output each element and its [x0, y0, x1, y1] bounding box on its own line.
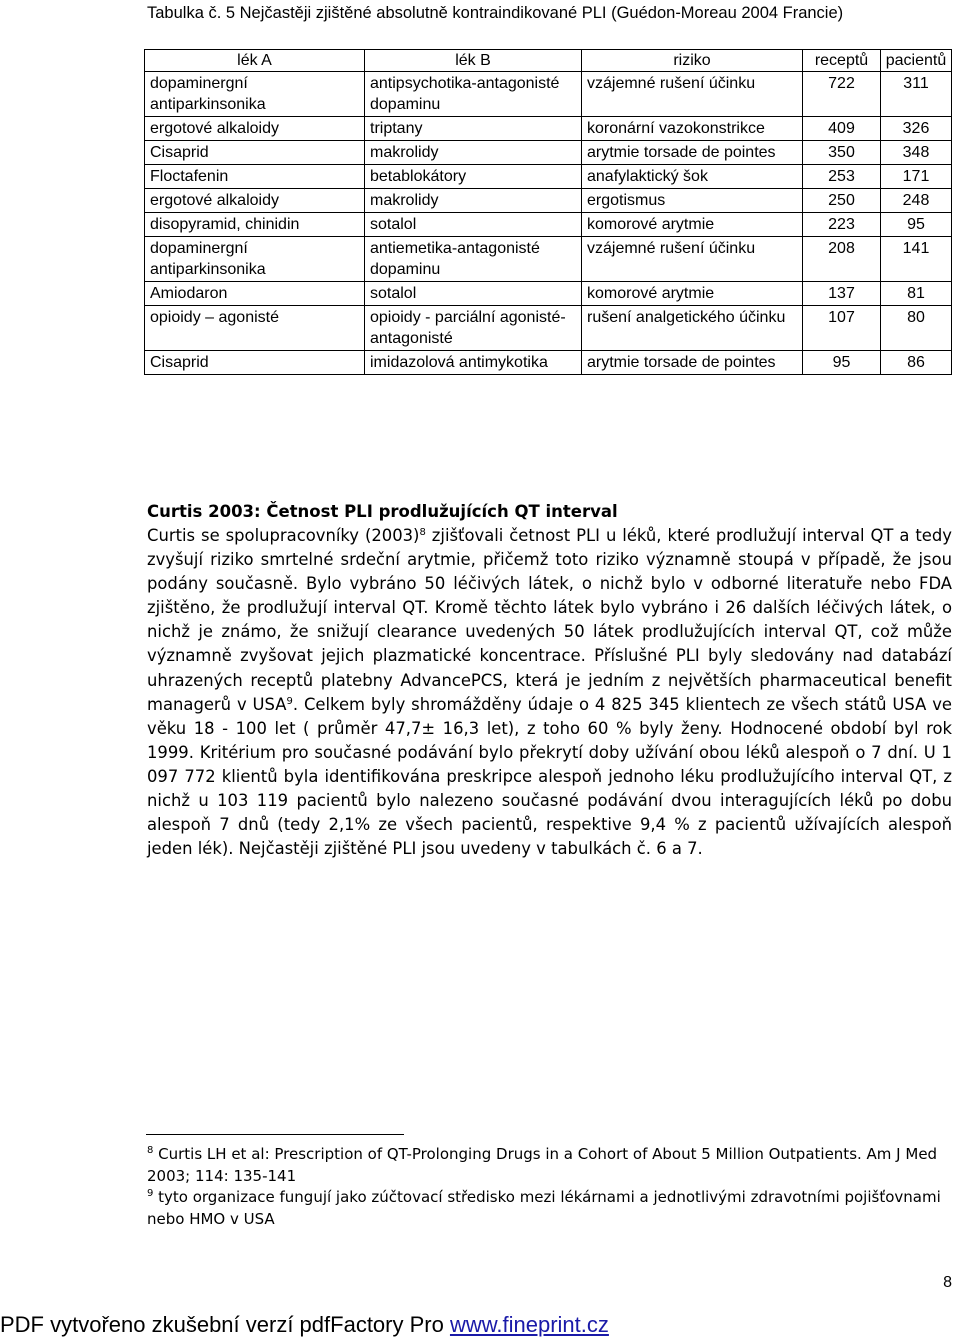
receptu-cell: 409: [803, 117, 881, 141]
lek-b-cell: opioidy - parciální agonisté-antagonisté: [365, 306, 582, 351]
riziko-cell: anafylaktický šok: [582, 165, 803, 189]
pacientu-cell: 171: [881, 165, 952, 189]
riziko-cell: arytmie torsade de pointes: [582, 141, 803, 165]
riziko-cell: rušení analgetického účinku: [582, 306, 803, 351]
riziko-cell: koronární vazokonstrikce: [582, 117, 803, 141]
lek-a-cell: Cisaprid: [145, 141, 365, 165]
footnote-mark: 8: [147, 1145, 154, 1156]
table-row: [145, 282, 952, 306]
table-body: [145, 72, 952, 375]
lek-b-cell: sotalol: [365, 282, 582, 306]
receptu-cell: 107: [803, 306, 881, 351]
pdf-footer: [0, 1312, 609, 1338]
header-lek-b: lék B: [365, 50, 582, 72]
lek-a-cell: dopaminergní antiparkinsonika: [145, 237, 365, 282]
lek-a-cell: disopyramid, chinidin: [145, 213, 365, 237]
pacientu-cell: 95: [881, 213, 952, 237]
lek-b-cell: makrolidy: [365, 189, 582, 213]
lek-a-cell: ergotové alkaloidy: [145, 117, 365, 141]
table-row: [145, 141, 952, 165]
table-row: [145, 117, 952, 141]
receptu-cell: 250: [803, 189, 881, 213]
lek-b-cell: triptany: [365, 117, 582, 141]
pacientu-cell: 248: [881, 189, 952, 213]
table-row: [145, 351, 952, 375]
footnote-mark: 9: [147, 1188, 154, 1199]
footnote-text: Curtis LH et al: Prescription of QT-Prolonging Drugs in a Cohort of About 5 Million Outpatients. Am J Med 2003; 114: 135-141: [147, 1145, 938, 1185]
lek-a-cell: opioidy – agonisté: [145, 306, 365, 351]
header-riziko: riziko: [582, 50, 803, 72]
lek-b-cell: antipsychotika-antagonisté dopaminu: [365, 72, 582, 117]
footnote-ref-9[interactable]: 9: [286, 695, 293, 707]
paragraph-text-3: . Celkem byly shromážděny údaje o 4 825 345 klientech ze všech států USA ve věku 18 - 100 let ( průměr 47,7± 16,3 let), z toho 60 % byly ženy. Hodnocené období byl rok 1999. Kritérium pro současné podávání bylo překrytí doby užívání obou léků alespoň o 7 dní. U 1 097 772 klientů byla identifikována preskripce alespoň jednoho léku prodlužujícího interval QT, z nichž u 103 119 pacientů bylo nalezeno současné podávání dvou interagujících léků po dobu alespoň 7 dnů (tedy 2,1% ze všech pacientů, respektive 9,4 % z pacientů užívajících alespoň jeden lék). Nejčastěji zjištěné PLI jsou uvedeny v tabulkách č. 6 a 7.: [147, 694, 952, 859]
riziko-cell: vzájemné rušení účinku: [582, 237, 803, 282]
receptu-cell: 350: [803, 141, 881, 165]
lek-a-cell: Cisaprid: [145, 351, 365, 375]
lek-a-cell: Amiodaron: [145, 282, 365, 306]
riziko-cell: vzájemné rušení účinku: [582, 72, 803, 117]
pacientu-cell: 80: [881, 306, 952, 351]
lek-b-cell: imidazolová antimykotika: [365, 351, 582, 375]
receptu-cell: 223: [803, 213, 881, 237]
curtis-section: [147, 500, 952, 861]
lek-b-cell: betablokátory: [365, 165, 582, 189]
riziko-cell: ergotismus: [582, 189, 803, 213]
pacientu-cell: 348: [881, 141, 952, 165]
table-row: [145, 72, 952, 117]
riziko-cell: komorové arytmie: [582, 282, 803, 306]
lek-b-cell: sotalol: [365, 213, 582, 237]
lek-a-cell: dopaminergní antiparkinsonika: [145, 72, 365, 117]
receptu-cell: 95: [803, 351, 881, 375]
header-pacientu: pacientů: [881, 50, 952, 72]
fineprint-link[interactable]: www.fineprint.cz: [449, 1312, 609, 1337]
pacientu-cell: 141: [881, 237, 952, 282]
pacientu-cell: 326: [881, 117, 952, 141]
pacientu-cell: 311: [881, 72, 952, 117]
pacientu-cell: 81: [881, 282, 952, 306]
paragraph-text-2: zjišťovali četnost PLI u léků, které prodlužují interval QT a tedy zvyšují riziko smrtelné srdeční arytmie, přičemž toto riziko významně stoupá v případě, že jsou podány současně. Bylo vybráno 50 léčivých látek, o nichž bylo v odborné literatuře nebo FDA zjištěno, že prodlužují interval QT. Kromě těchto látek bylo vybráno i 26 dalších léčivých látek, o nichž je známo, že snižují clearance uvedených 50 látek prodlužujících interval QT, což může významně zvyšovat jejich plazmatické koncentrace. Příslušné PLI byly sledovány nad databází uhrazených receptů platebny AdvancePCS, která je jedním z největších pharmaceutical benefit managerů v USA: [147, 526, 952, 714]
page-number: 8: [943, 1274, 952, 1291]
receptu-cell: 253: [803, 165, 881, 189]
pacientu-cell: 86: [881, 351, 952, 375]
lek-a-cell: Floctafenin: [145, 165, 365, 189]
lek-b-cell: makrolidy: [365, 141, 582, 165]
table-row: [145, 306, 952, 351]
receptu-cell: 208: [803, 237, 881, 282]
footnotes: [147, 1144, 952, 1230]
table-row: [145, 237, 952, 282]
footnote-8: [147, 1144, 952, 1187]
lek-b-cell: antiemetika-antagonisté dopaminu: [365, 237, 582, 282]
riziko-cell: arytmie torsade de pointes: [582, 351, 803, 375]
table-row: [145, 213, 952, 237]
pli-table: [144, 49, 952, 375]
table-row: [145, 165, 952, 189]
receptu-cell: 137: [803, 282, 881, 306]
section-paragraph: [147, 524, 952, 861]
footnote-9: [147, 1187, 952, 1230]
receptu-cell: 722: [803, 72, 881, 117]
paragraph-text-1: Curtis se spolupracovníky (2003): [147, 526, 420, 545]
table-row: [145, 189, 952, 213]
section-heading: Curtis 2003: Četnost PLI prodlužujících QT interval: [147, 502, 618, 521]
pdf-footer-text: PDF vytvořeno zkušební verzí pdfFactory Pro: [0, 1312, 450, 1337]
table-caption: Tabulka č. 5 Nejčastěji zjištěné absolutně kontraindikované PLI (Guédon-Moreau 2004 Francie): [147, 4, 844, 22]
footnote-ref-8[interactable]: 8: [419, 527, 426, 538]
footnote-text: tyto organizace fungují jako zúčtovací středisko mezi lékárnami a jednotlivými zdravotními pojišťovnami nebo HMO v USA: [147, 1188, 941, 1228]
riziko-cell: komorové arytmie: [582, 213, 803, 237]
header-lek-a: lék A: [145, 50, 365, 72]
header-receptu: receptů: [803, 50, 881, 72]
lek-a-cell: ergotové alkaloidy: [145, 189, 365, 213]
table-header-row: [145, 50, 952, 72]
footnote-separator: [146, 1134, 404, 1135]
